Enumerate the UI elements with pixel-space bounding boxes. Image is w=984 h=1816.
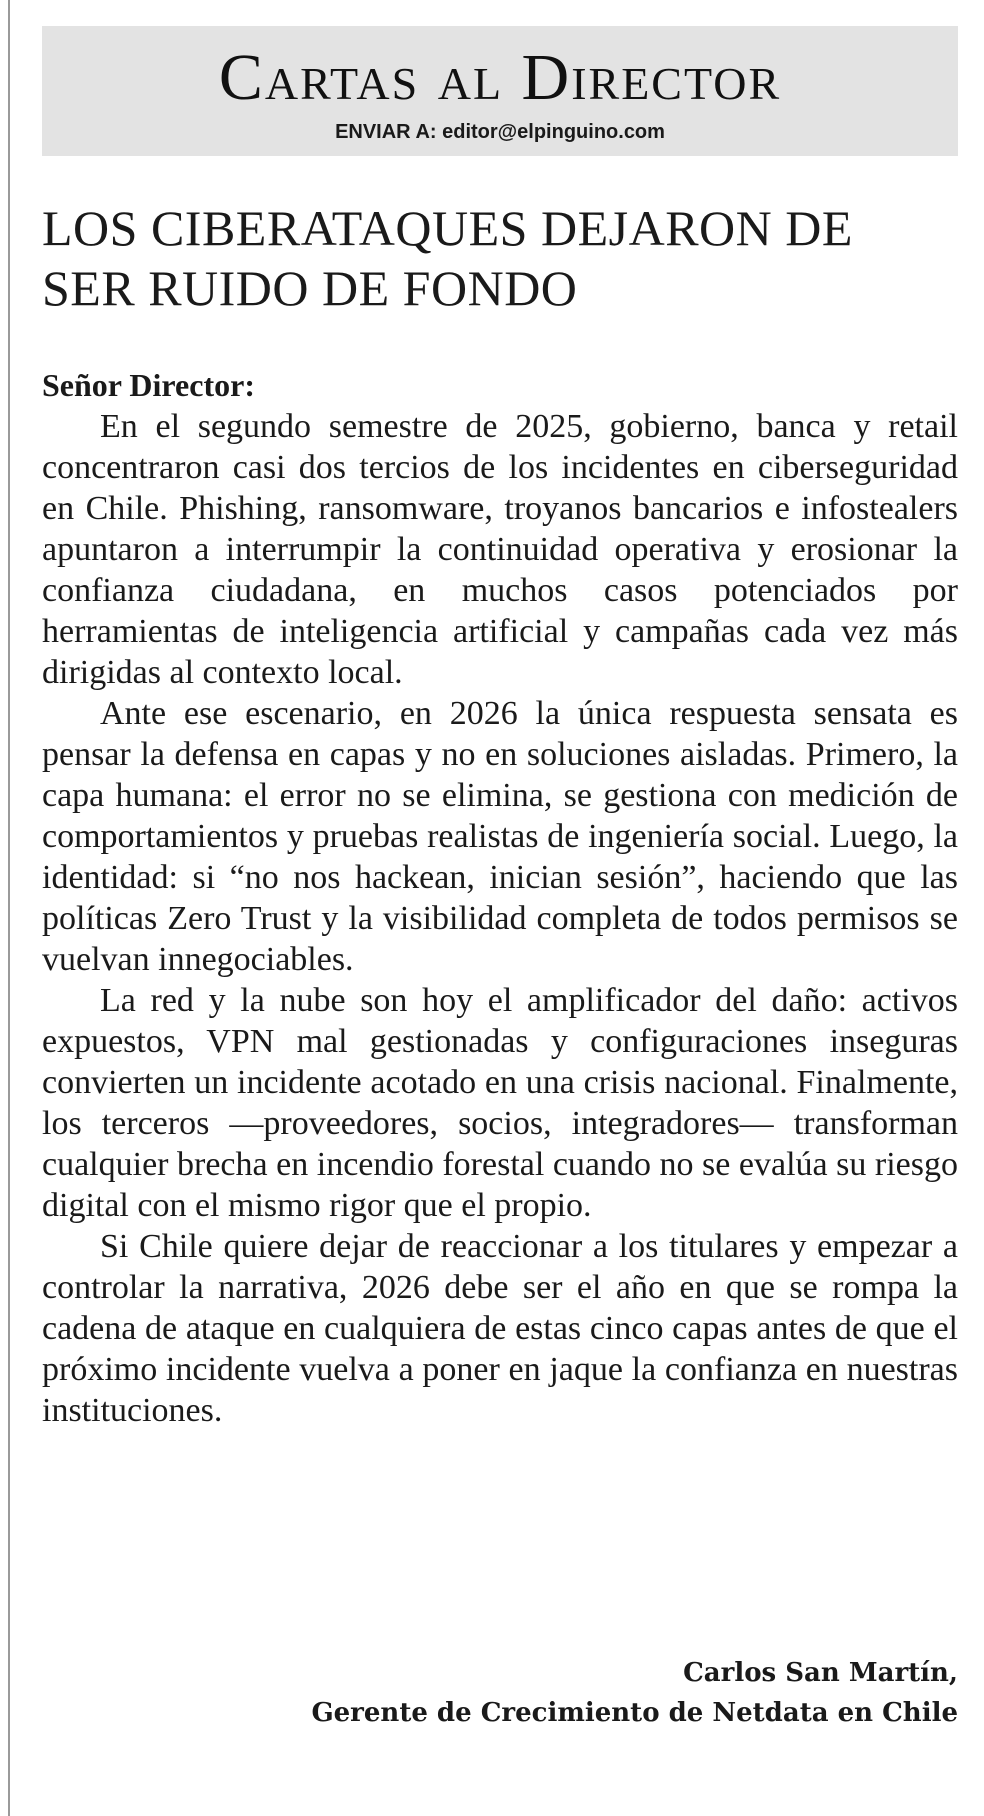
section-header bbox=[42, 26, 958, 156]
paragraph-1: En el segundo semestre de 2025, gobierno, banca y retail concentraron casi dos tercios de los incidentes en ciberseguridad en Chile. Phishing, ransomware, troyanos bancarios e infostealers apuntaron a interrumpir la continuidad operativa y erosionar la confianza ciudadana, en muchos casos potenciados por herramientas de inteligencia artificial y campañas cada vez más dirigidas al contexto local. bbox=[42, 408, 958, 691]
signature-block bbox=[311, 1653, 958, 1733]
salutation: Señor Director: bbox=[42, 367, 255, 403]
paragraph-2: Ante ese escenario, en 2026 la única respuesta sensata es pensar la defensa en capas y no en soluciones aisladas. Primero, la capa humana: el error no se elimina, se gestiona con medición de comportamientos y pruebas realistas de ingeniería social. Luego, la identidad: si “no nos hackean, inician sesión”, haciendo que las políticas Zero Trust y la visibilidad completa de todos permisos se vuelvan innegociables. bbox=[42, 695, 958, 978]
letter-headline: LOS CIBERATAQUES DEJARON DE SER RUIDO DE FONDO bbox=[42, 200, 853, 316]
letter-body bbox=[42, 365, 958, 1431]
signature-title: Gerente de Crecimiento de Netdata en Chile bbox=[311, 1698, 958, 1728]
send-to-email: ENVIAR A: editor@elpinguino.com bbox=[335, 121, 665, 143]
paragraph-4: Si Chile quiere dejar de reaccionar a los titulares y empezar a controlar la narrativa, 2026 debe ser el año en que se rompa la cadena de ataque en cualquiera de estas cinco capas antes de que el próximo incidente vuelva a poner en jaque la confianza en nuestras instituciones. bbox=[42, 1228, 958, 1429]
column-divider bbox=[8, 0, 10, 1816]
paragraph-3: La red y la nube son hoy el amplificador del daño: activos expuestos, VPN mal gestionadas y configuraciones inseguras convierten un incidente acotado en una crisis nacional. Finalmente, los terceros —proveedores, socios, integradores— transforman cualquier brecha en incendio forestal cuando no se evalúa su riesgo digital con el mismo rigor que el propio. bbox=[42, 982, 958, 1224]
signature-name: Carlos San Martín, bbox=[683, 1658, 958, 1688]
section-title: Cartas al Director bbox=[218, 41, 782, 114]
